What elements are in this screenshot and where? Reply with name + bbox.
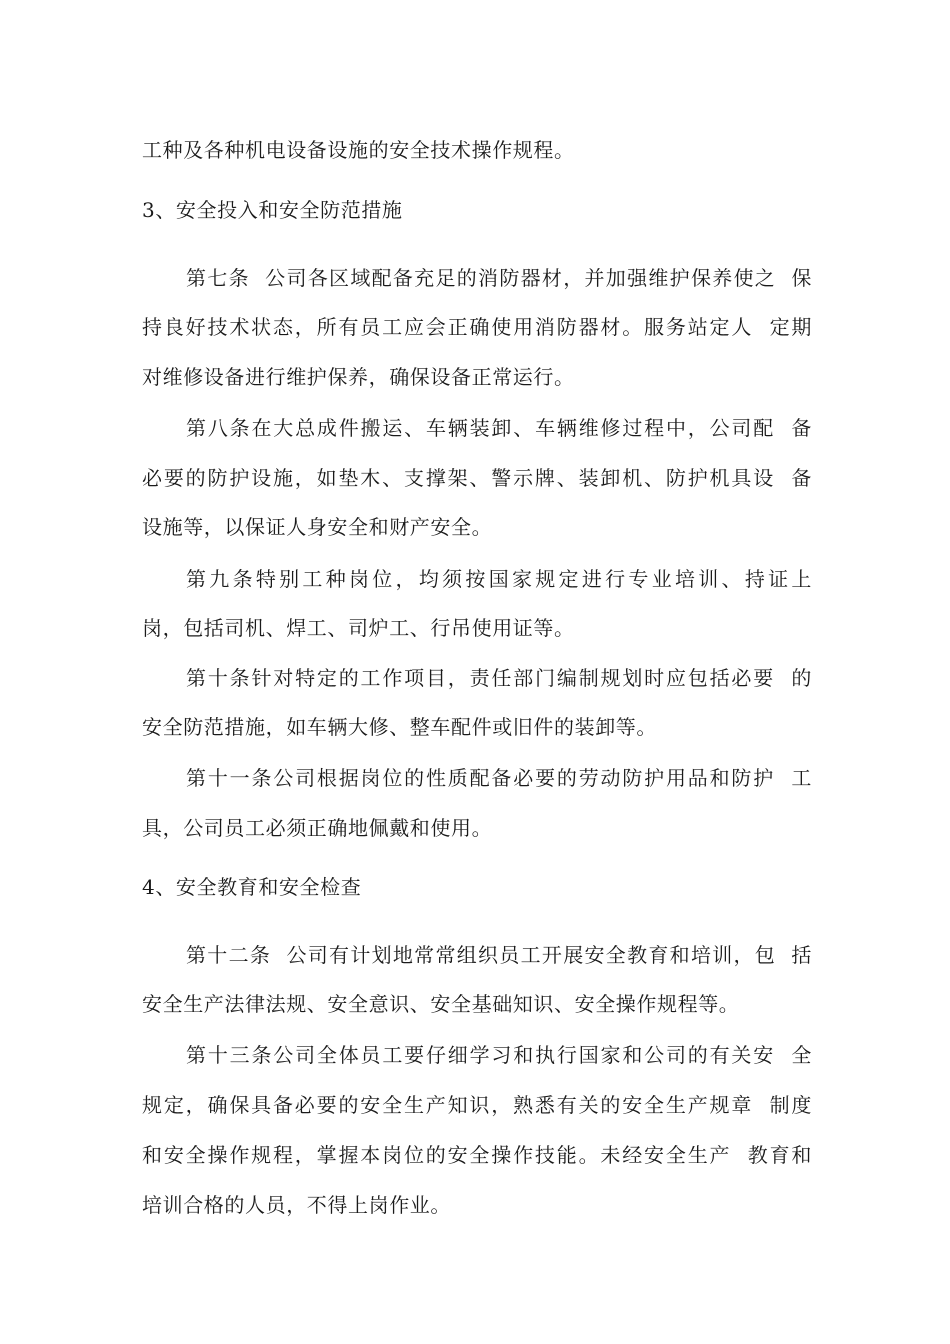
- section-heading: 3、安全投入和安全防范措施: [142, 198, 403, 222]
- text-line: 持良好技术状态，所有员工应会正确使用消防器材。服务站定人 定期: [142, 315, 812, 339]
- text-line: 第七条 公司各区域配备充足的消防器材，并加强维护保养使之 保: [186, 266, 812, 290]
- text-line: 岗，包括司机、焊工、司炉工、行吊使用证等。: [142, 616, 575, 640]
- text-line: 必要的防护设施，如垫木、支撑架、警示牌、装卸机、防护机具设 备: [142, 466, 812, 490]
- text-line: 对维修设备进行维护保养，确保设备正常运行。: [142, 365, 575, 389]
- text-line: 安全防范措施，如车辆大修、整车配件或旧件的装卸等。: [142, 715, 657, 739]
- text-line: 第十条针对特定的工作项目，责任部门编制规划时应包括必要 的: [186, 666, 812, 690]
- text-line: 第十三条公司全体员工要仔细学习和执行国家和公司的有关安 全: [186, 1043, 812, 1067]
- text-line: 具，公司员工必须正确地佩戴和使用。: [142, 816, 493, 840]
- text-line: 安全生产法律法规、安全意识、安全基础知识、安全操作规程等。: [142, 992, 740, 1016]
- text-line: 工种及各种机电设备设施的安全技术操作规程。: [142, 138, 575, 162]
- text-line: 和安全操作规程，掌握本岗位的安全操作技能。未经安全生产 教育和: [142, 1143, 812, 1167]
- text-line: 规定，确保具备必要的安全生产知识，熟悉有关的安全生产规章 制度: [142, 1093, 812, 1117]
- text-line: 第九条特别工种岗位，均须按国家规定进行专业培训、持证上: [186, 567, 812, 591]
- text-line: 第十二条 公司有计划地常常组织员工开展安全教育和培训，包 括: [186, 943, 812, 967]
- text-line: 第十一条公司根据岗位的性质配备必要的劳动防护用品和防护 工: [186, 766, 812, 790]
- text-line: 设施等，以保证人身安全和财产安全。: [142, 515, 493, 539]
- section-heading: 4、安全教育和安全检查: [142, 875, 362, 899]
- text-line: 培训合格的人员，不得上岗作业。: [142, 1193, 451, 1217]
- text-line: 第八条在大总成件搬运、车辆装卸、车辆维修过程中，公司配 备: [186, 416, 812, 440]
